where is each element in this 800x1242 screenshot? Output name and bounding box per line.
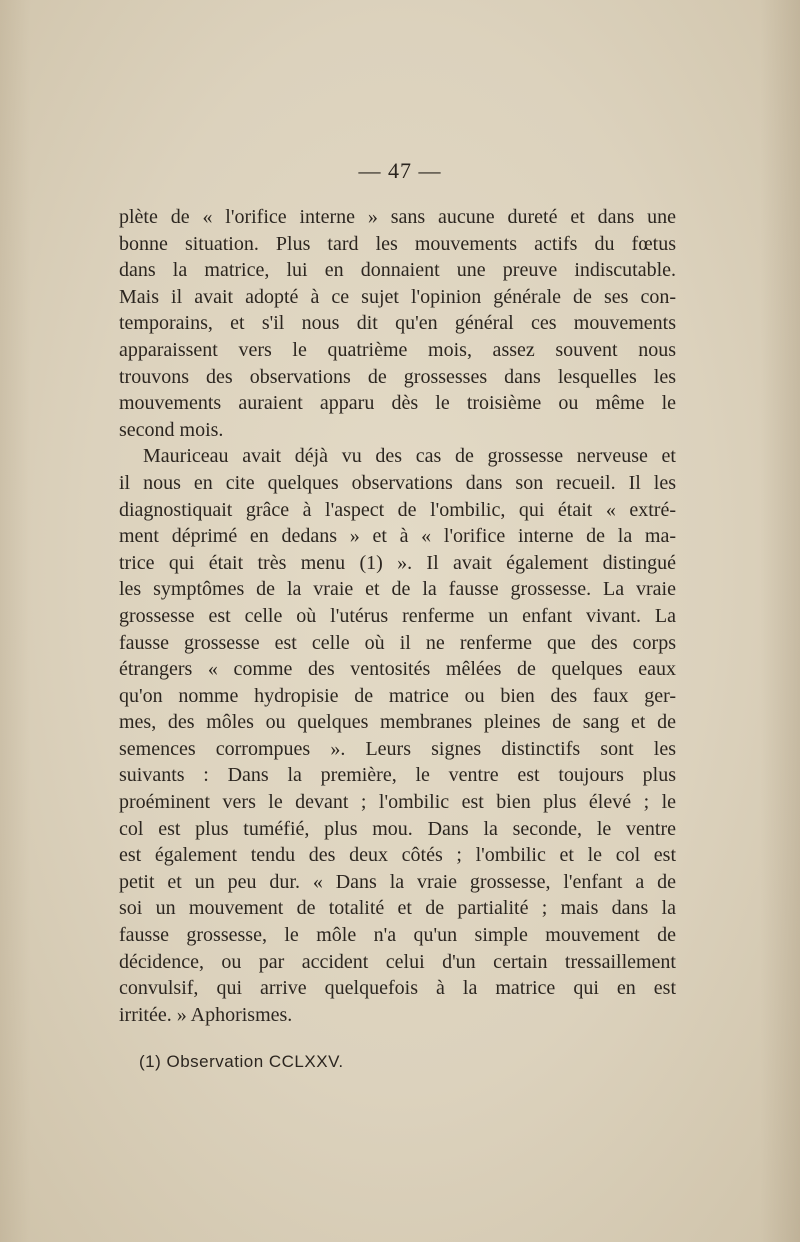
text-line: trice qui était très menu (1) ». Il avait également distingué xyxy=(119,551,676,574)
text-line: trouvons des observations de grossesses dans lesquelles les xyxy=(119,365,676,388)
text-line: diagnostiquait grâce à l'aspect de l'ombilic, qui était « extré- xyxy=(119,498,676,521)
text-line: Mauriceau avait déjà vu des cas de grossesse nerveuse et xyxy=(143,445,676,468)
page-number: — 47 — xyxy=(358,158,442,183)
text-line: mouvements auraient apparu dès le troisième ou même le xyxy=(119,392,676,415)
text-line: soi un mouvement de totalité et de partialité ; mais dans la xyxy=(119,897,676,920)
text-line: bonne situation. Plus tard les mouvements actifs du fœtus xyxy=(119,232,676,255)
text-line: suivants : Dans la première, le ventre est toujours plus xyxy=(119,764,676,787)
text-line: dans la matrice, lui en donnaient une preuve indiscutable. xyxy=(119,259,676,282)
page-edge-shadow-right xyxy=(760,0,800,1242)
text-line: fausse grossesse, le môle n'a qu'un simple mouvement de xyxy=(119,924,676,947)
text-line: semences corrompues ». Leurs signes distinctifs sont les xyxy=(119,737,676,760)
text-line: Mais il avait adopté à ce sujet l'opinion générale de ses con- xyxy=(119,285,676,308)
text-line: les symptômes de la vraie et de la fausse grossesse. La vraie xyxy=(119,578,676,601)
text-line: irritée. » Aphorismes. xyxy=(119,1003,293,1026)
text-line: mes, des môles ou quelques membranes pleines de sang et de xyxy=(119,711,676,734)
text-line: petit et un peu dur. « Dans la vraie grossesse, l'enfant a de xyxy=(119,870,676,893)
text-line: qu'on nomme hydropisie de matrice ou bien des faux ger- xyxy=(119,684,676,707)
page-edge-shadow-left xyxy=(0,0,30,1242)
text-line: col est plus tuméfié, plus mou. Dans la seconde, le ventre xyxy=(119,817,676,840)
footnote: (1) Observation CCLXXV. xyxy=(139,1052,344,1071)
text-line: est également tendu des deux côtés ; l'ombilic et le col est xyxy=(119,844,676,867)
text-line: grossesse est celle où l'utérus renferme un enfant vivant. La xyxy=(119,604,676,627)
text-line: décidence, ou par accident celui d'un certain tressaillement xyxy=(119,950,676,973)
text-line: fausse grossesse est celle où il ne renferme que des corps xyxy=(119,631,676,654)
text-line: apparaissent vers le quatrième mois, assez souvent nous xyxy=(119,338,676,361)
text-line: convulsif, qui arrive quelquefois à la matrice qui en est xyxy=(119,977,676,1000)
text-line: second mois. xyxy=(119,418,224,441)
body-text xyxy=(119,204,676,1028)
text-line: ment déprimé en dedans » et à « l'orifice interne de la ma- xyxy=(119,525,676,548)
text-line: plète de « l'orifice interne » sans aucune dureté et dans une xyxy=(119,206,676,228)
text-line: temporains, et s'il nous dit qu'en général ces mouvements xyxy=(119,312,676,335)
text-line: étrangers « comme des ventosités mêlées de quelques eaux xyxy=(119,658,676,681)
text-line: il nous en cite quelques observations dans son recueil. Il les xyxy=(119,471,676,494)
text-line: proéminent vers le devant ; l'ombilic est bien plus élevé ; le xyxy=(119,791,676,814)
